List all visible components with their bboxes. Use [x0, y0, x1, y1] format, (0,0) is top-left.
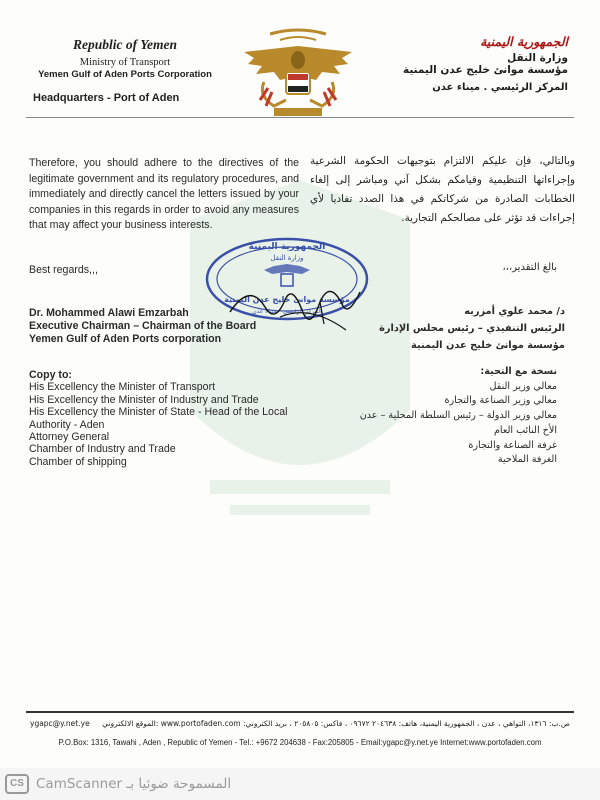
signatory-title-ar: الرئيس التنفيذي – رئيس مجلس الإدارة	[379, 323, 565, 334]
footer-web-ar: www.portofaden.com :الموقع الالكتروني	[102, 719, 241, 728]
copy-to-item-en: Chamber of Industry and Trade	[29, 443, 176, 456]
signatory-name-en: Dr. Mohammed Alawi Emzarbah	[29, 307, 189, 319]
scanner-caption: المسموحة ضوئيا بـ CamScanner	[36, 776, 232, 792]
header-hq-en: Headquarters - Port of Aden	[33, 92, 180, 104]
header-ministry-en: Ministry of Transport	[79, 57, 171, 68]
copy-to-ar	[360, 365, 557, 468]
header-republic-en: Republic of Yemen	[73, 37, 177, 52]
footer-arabic	[30, 719, 570, 728]
copy-to-item-ar: معالي وزير الصناعة والتجارة	[444, 395, 557, 407]
closing-ar: بالغ التقدير،،،	[502, 262, 557, 273]
stamp-text-ministry: وزارة النقل	[270, 254, 304, 262]
copy-to-item-ar: معالي وزير النقل	[489, 380, 557, 392]
copy-to-item-ar: الغرفة الملاحية	[497, 454, 557, 466]
signatory-name-ar: د/ محمد علوي أمزربه	[464, 306, 565, 317]
copy-to-item-ar: معالي وزير الدولة – رئيس السلطة المحلية – عدن	[359, 410, 557, 422]
copy-to-item-ar: الأخ النائب العام	[493, 424, 557, 436]
body-paragraph-en: Therefore, you should adhere to the directives of the legitimate government and its regulatory procedures, and immediately and directly cancel the letters issued by your companies in this regards in order to avoid any measures that may affect your business interests.	[29, 157, 299, 231]
footer-divider	[26, 711, 574, 713]
copy-to-item-en: Attorney General	[29, 431, 110, 444]
stamp-text-corp: مؤسسة موانئ خليج عدن اليمنية	[224, 295, 350, 304]
header-english	[30, 37, 220, 80]
body-paragraph-ar: وبالتالي، فإن عليكم الالتزام بتوجيهات الحكومة الشرعية وإجراءاتها التنظيمية وقيامكم بشكل آني ومباشر إلى إلغاء الخطابات الصادرة من شركاتكم في هذا الصدد تفاديا لأي إجراءات قد تؤثر على مصالحكم التجارية.	[310, 155, 575, 224]
header-divider	[26, 117, 574, 118]
footer-email: ygapc@y.net.ye	[30, 719, 90, 728]
copy-to-item-en: His Excellency the Minister of Transport	[29, 381, 216, 394]
stamp-text-bottom: المركز الرئيسي - ميناء عدن	[252, 308, 322, 315]
signatory-ar	[379, 303, 565, 354]
signatory-en	[29, 307, 256, 346]
header-arabic	[378, 34, 568, 93]
header-republic-ar: الجمهورية اليمنية	[480, 34, 568, 49]
scanner-watermark-bar	[0, 768, 600, 800]
header-corporation-en: Yemen Gulf of Aden Ports Corporation	[38, 69, 212, 80]
copy-to-en	[29, 369, 288, 468]
footer-english: P.O.Box: 1316, Tawahi , Aden , Republic of Yemen - Tel.: +9672 204638 - Fax:205805 - Email:ygapc@y.net.ye Internet:www.portofaden.com	[58, 738, 542, 747]
copy-to-item-en: His Excellency the Minister of Industry and Trade	[29, 393, 259, 406]
footer-address-ar: ص.ب: ١٣١٦، التواهي ، عدن ، الجمهورية اليمنية، هاتف: ٢٠٤٦٣٨ ٠٩٦٧٢ ، فاكس: ٢٠٥٨٠٥ ، بريد الكتروني:	[242, 719, 570, 728]
signatory-org-en: Yemen Gulf of Aden Ports corporation	[29, 333, 222, 345]
yemen-eagle-emblem	[240, 22, 356, 124]
header-ministry-ar: وزارة النقل	[507, 52, 568, 64]
copy-to-item-en: Chamber of shipping	[29, 455, 127, 468]
copy-to-title-ar: نسخة مع التحية:	[480, 366, 557, 377]
copy-to-item-en: His Excellency the Minister of State - Head of the Local	[29, 406, 288, 419]
closing-en: Best regards,,,	[29, 264, 98, 276]
header-hq-ar: المركز الرئيسي . ميناء عدن	[432, 82, 568, 93]
signatory-title-en: Executive Chairman – Chairman of the Board	[29, 320, 257, 332]
copy-to-item-ar: غرفة الصناعة والتجارة	[468, 439, 557, 451]
camscanner-logo-icon: CS	[5, 774, 29, 794]
copy-to-title-en: Copy to:	[29, 369, 72, 381]
stamp-text-top: الجمهورية اليمنية	[248, 242, 326, 252]
header-corporation-ar: مؤسسة موانئ خليج عدن اليمنية	[402, 64, 568, 76]
signatory-org-ar: مؤسسة موانئ خليج عدن اليمنية	[411, 340, 565, 351]
copy-to-item-en: Authority - Aden	[29, 418, 105, 431]
